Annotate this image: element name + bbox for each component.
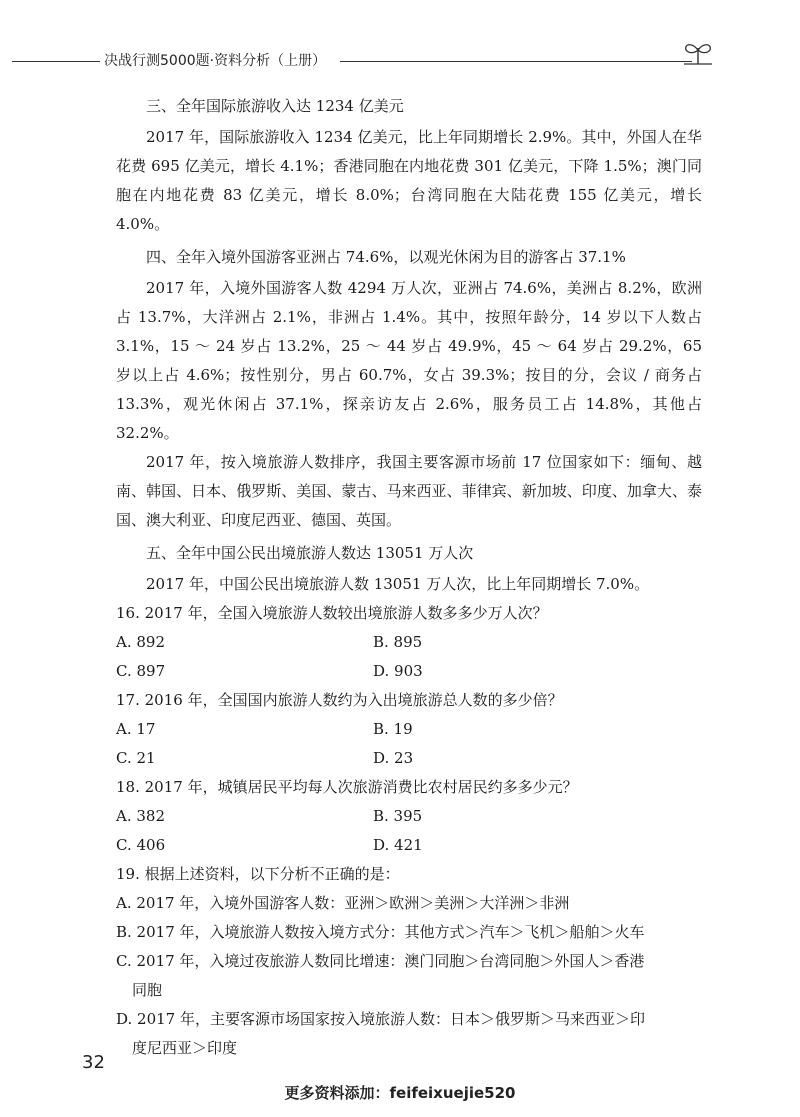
- question-19-option-a: A. 2017 年，入境外国游客人数：亚洲＞欧洲＞美洲＞大洋洲＞非洲: [116, 894, 570, 912]
- option-c: C. 21: [116, 749, 156, 767]
- header-rule-left: [12, 61, 100, 62]
- running-header: [0, 40, 800, 80]
- option-a: A. 382: [116, 807, 165, 825]
- page-content: [116, 88, 702, 1063]
- question-18-options-row-2: [116, 831, 702, 860]
- question-16: 16. 2017 年，全国入境旅游人数较出境旅游人数多多少万人次？: [116, 604, 548, 622]
- question-19: 19. 根据上述资料，以下分析不正确的是：: [116, 865, 400, 883]
- header-rule-right: [340, 61, 692, 62]
- option-a: A. 17: [116, 720, 156, 738]
- question-18: 18. 2017 年，城镇居民平均每人次旅游消费比农村居民约多多少元？: [116, 778, 578, 796]
- option-c-line-2: 同胞: [132, 981, 163, 999]
- question-17-options-row-2: [116, 744, 702, 773]
- option-b: B. 19: [373, 720, 413, 738]
- question-18-options-row-1: [116, 802, 702, 831]
- question-16-options-row-1: [116, 628, 702, 657]
- section-5-body: 2017 年，中国公民出境旅游人数 13051 万人次，比上年同期增长 7.0%。: [146, 575, 650, 593]
- option-c-line-1: C. 2017 年，入境过夜旅游人数同比增速：澳门同胞＞台湾同胞＞外国人＞香港: [116, 952, 645, 970]
- sprout-icon: [680, 40, 716, 66]
- question-19-option-b: B. 2017 年，入境旅游人数按入境方式分：其他方式＞汽车＞飞机＞船舶＞火车: [116, 923, 645, 941]
- section-3-body: 2017 年，国际旅游收入 1234 亿美元，比上年同期增长 2.9%。其中，外国人在华花费 695 亿美元，增长 4.1%；香港同胞在内地花费 301 亿美元，下降 1.5%；澳门同胞在内地花费 83 亿美元，增长 8.0%；台湾同胞在大陆花费 155 亿美元，增长 4.0%。: [116, 128, 702, 233]
- question-19-option-d: [116, 1005, 702, 1063]
- option-d-line-2: 度尼西亚＞印度: [132, 1039, 238, 1057]
- section-3-heading: 三、全年国际旅游收入达 1234 亿美元: [146, 97, 404, 115]
- section-4-heading: 四、全年入境外国游客亚洲占 74.6%，以观光休闲为目的游客占 37.1%: [146, 248, 626, 266]
- section-4-body-1: 2017 年，入境外国游客人数 4294 万人次，亚洲占 74.6%，美洲占 8.2%，欧洲占 13.7%，大洋洲占 2.1%，非洲占 1.4%。其中，按照年龄分，14 岁以下人数占 3.1%，15 ～ 24 岁占 13.2%，25 ～ 44 岁占 49.9%，45 ～ 64 岁占 29.2%，65 岁以上占 4.6%；按性别分，男占 60.7%，女占 39.3%；按目的分，会议 / 商务占 13.3%，观光休闲占 37.1%，探亲访友占 2.6%，服务员工占 14.8%，其他占 32.2%。: [116, 279, 702, 442]
- option-d: D. 23: [373, 749, 414, 767]
- option-b: B. 895: [373, 633, 423, 651]
- footer-note: 更多资料添加：feifeixuejie520: [284, 1084, 516, 1102]
- question-17-options-row-1: [116, 715, 702, 744]
- question-19-option-c: [116, 947, 702, 1005]
- option-a: A. 892: [116, 633, 165, 651]
- option-d: D. 903: [373, 662, 423, 680]
- section-4-body-2: 2017 年，按入境旅游人数排序，我国主要客源市场前 17 位国家如下：缅甸、越南、韩国、日本、俄罗斯、美国、蒙古、马来西亚、菲律宾、新加坡、印度、加拿大、泰国、澳大利亚、印度尼西亚、德国、英国。: [116, 453, 702, 529]
- question-17: 17. 2016 年，全国国内旅游人数约为入出境旅游总人数的多少倍？: [116, 691, 563, 709]
- option-d: D. 421: [373, 836, 423, 854]
- question-16-options-row-2: [116, 657, 702, 686]
- option-c: C. 897: [116, 662, 166, 680]
- option-c: C. 406: [116, 836, 166, 854]
- option-b: B. 395: [373, 807, 423, 825]
- section-5-heading: 五、全年中国公民出境旅游人数达 13051 万人次: [146, 544, 474, 562]
- option-d-line-1: D. 2017 年，主要客源市场国家按入境旅游人数：日本＞俄罗斯＞马来西亚＞印: [116, 1010, 645, 1028]
- book-title: 决战行测5000题·资料分析（上册）: [104, 53, 327, 69]
- page-number: 32: [82, 1052, 105, 1073]
